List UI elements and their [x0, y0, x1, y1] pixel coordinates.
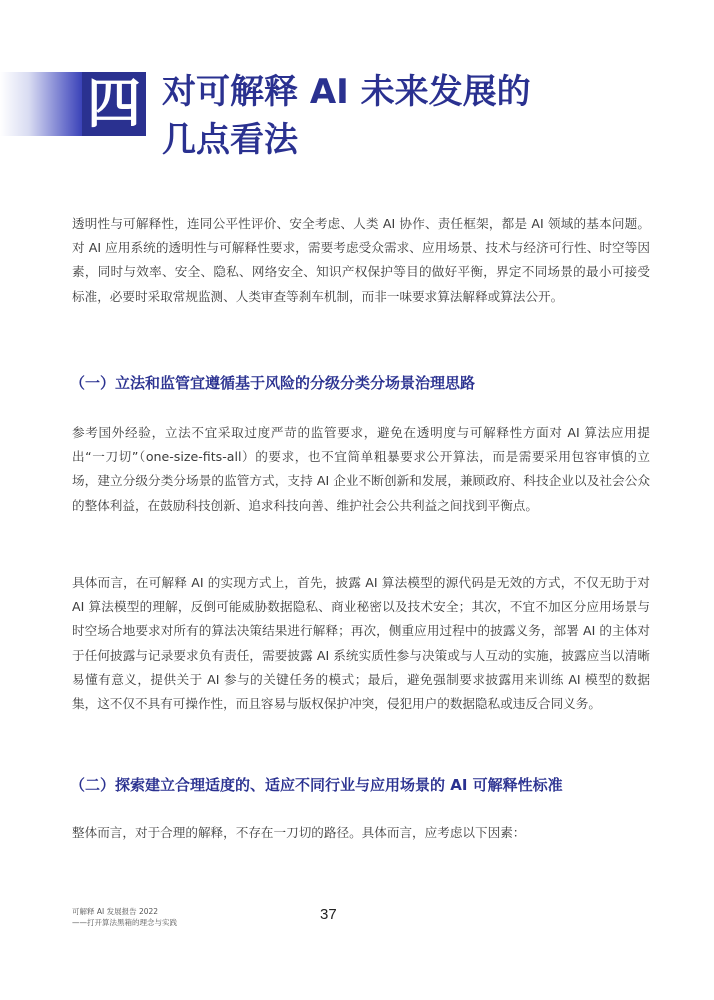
chapter-title-line1: 对可解释 AI 未来发展的: [162, 72, 531, 112]
section1-heading: （一）立法和监管宜遵循基于风险的分级分类分场景治理思路: [70, 374, 476, 392]
footer-report-subtitle: ——打开算法黑箱的理念与实践: [72, 918, 177, 927]
section1-paragraph2: 具体而言，在可解释 AI 的实现方式上，首先，披露 AI 算法模型的源代码是无效的方式，不仅无助于对 AI 算法模型的理解，反倒可能威胁数据隐私、商业秘密以及技术安全；其次，不宜不加区分应用场景与时空场合地要求对所有的算法决策结果进行解释；再次，侧重应用过程中的披露义务，部署 AI 的主体对于任何披露与记录要求负有责任，需要披露 AI 系统实质性参与决策或与人互动的实施，披露应当以清晰易懂有意义，提供关于 AI 参与的关键任务的模式；最后，避免强制要求披露用来训练 AI 模型的数据集，这不仅不具有可操作性，而且容易与版权保护冲突，侵犯用户的数据隐私或违反合同义务。: [72, 575, 650, 712]
page-number: 37: [320, 906, 337, 923]
chapter-number-badge: [82, 72, 146, 136]
chapter-gradient-bar: [0, 72, 82, 136]
section2-paragraph1: 整体而言，对于合理的解释，不存在一刀切的路径。具体而言，应考虑以下因素：: [72, 825, 526, 840]
intro-paragraph: 透明性与可解释性，连同公平性评价、安全考虑、人类 AI 协作、责任框架，都是 AI 领域的基本问题。对 AI 应用系统的透明性与可解释性要求，需要考虑受众需求、应用场景、技术与经济可行性、时空等因素，同时与效率、安全、隐私、网络安全、知识产权保护等目的做好平衡，界定不同场景的最小可接受标准，必要时采取常规监测、人类审查等刹车机制，而非一味要求算法解释或算法公开。: [72, 216, 650, 304]
chapter-number: 四: [87, 72, 141, 135]
section2-heading: （二）探索建立合理适度的、适应不同行业与应用场景的 AI 可解释性标准: [70, 776, 563, 794]
section1-paragraph1: 参考国外经验，立法不宜采取过度严苛的监管要求，避免在透明度与可解释性方面对 AI 算法应用提出“一刀切”（one-size-fits-all）的要求，也不宜简单粗暴要求公开算法，而是需要采用包容审慎的立场，建立分级分类分场景的监管方式，支持 AI 企业不断创新和发展，兼顾政府、科技企业以及社会公众的整体利益，在鼓励科技创新、追求科技向善、维护社会公共利益之间找到平衡点。: [72, 425, 650, 513]
chapter-title-line2: 几点看法: [162, 120, 298, 160]
footer-report-title: 可解释 AI 发展报告 2022: [72, 907, 159, 916]
chapter-title: [162, 68, 682, 164]
footer-report-info: [72, 906, 177, 928]
